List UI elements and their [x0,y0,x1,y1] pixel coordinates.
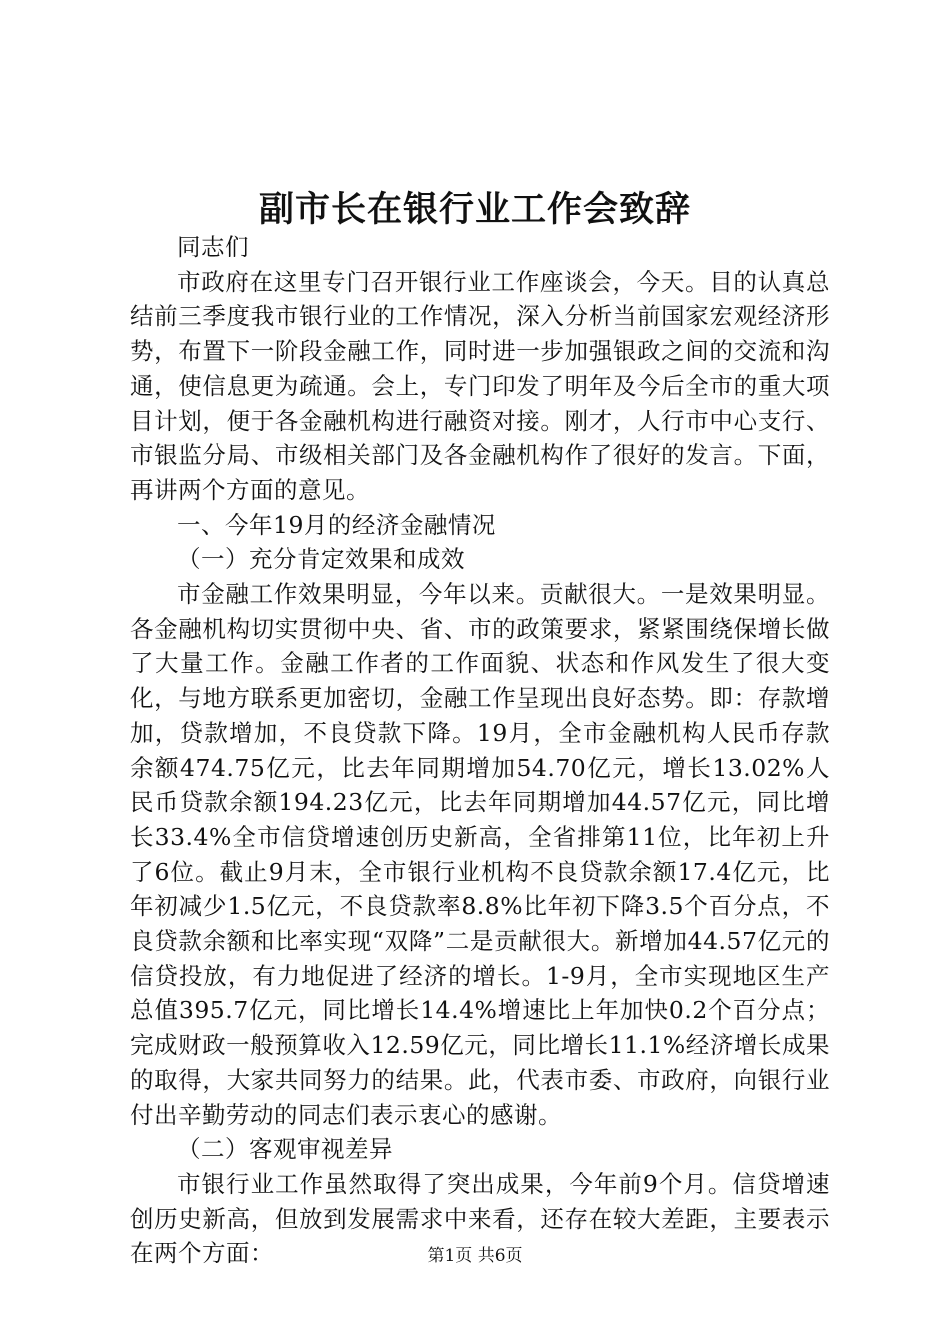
subsection-heading-2: （二）客观审视差异 [177,1135,393,1164]
document-title: 副市长在银行业工作会致辞 [258,190,691,230]
salutation: 同志们 [177,233,249,261]
paragraph-achievements: 市金融工作效果明显，今年以来。贡献很大。一是效果明显。各金融机构切实贯彻中央、省、市的政策要求，紧紧围绕保增长做了大量工作。金融工作者的工作面貌、状态和作风发生了很大变化，与地方联系更加密切，金融工作呈现出良好态势。即：存款增加，贷款增加，不良贷款下降。19月，全市金融机构人民币存款余额474.75亿元，比去年同期增加54.70亿元，增长13.02%人民币贷款余额194.23亿元，比去年同期增加44.57亿元，同比增长33.4%全市信贷增速创历史新高，全省排第11位，比年初上升了6位。截止9月末，全市银行业机构不良贷款余额17.4亿元，比年初减少1.5亿元，不良贷款率8.8%比年初下降3.5个百分点，不良贷款余额和比率实现“双降”二是贡献很大。新增加44.57亿元的信贷投放，有力地促进了经济的增长。1-9月，全市实现地区生产总值395.7亿元，同比增长14.4%增速比上年加快0.2个百分点；完成财政一般预算收入12.59亿元，同比增长11.1%经济增长成果的取得，大家共同努力的结果。此，代表市委、市政府，向银行业付出辛勤劳动的同志们表示衷心的感谢。 [130,580,830,1129]
section-heading-1: 一、今年19月的经济金融情况 [177,510,496,539]
paragraph-intro: 市政府在这里专门召开银行业工作座谈会，今天。目的认真总结前三季度我市银行业的工作情况，深入分析当前国家宏观经济形势，布置下一阶段金融工作，同时进一步加强银政之间的交流和沟通，使信息更为疏通。会上，专门印发了明年及今后全市的重大项目计划，便于各金融机构进行融资对接。刚才，人行市中心支行、市银监分局、市级相关部门及各金融机构作了很好的发言。下面，再讲两个方面的意见。 [130,267,830,504]
subsection-heading-1: （一）充分肯定效果和成效 [177,545,465,574]
paragraph-gaps: 市银行业工作虽然取得了突出成果，今年前9个月。信贷增速创历史新高，但放到发展需求中来看，还存在较大差距，主要表示在两个方面： [130,1169,830,1268]
document-body [130,230,830,1271]
page-number-footer: 第1页 共6页 [427,1246,523,1266]
